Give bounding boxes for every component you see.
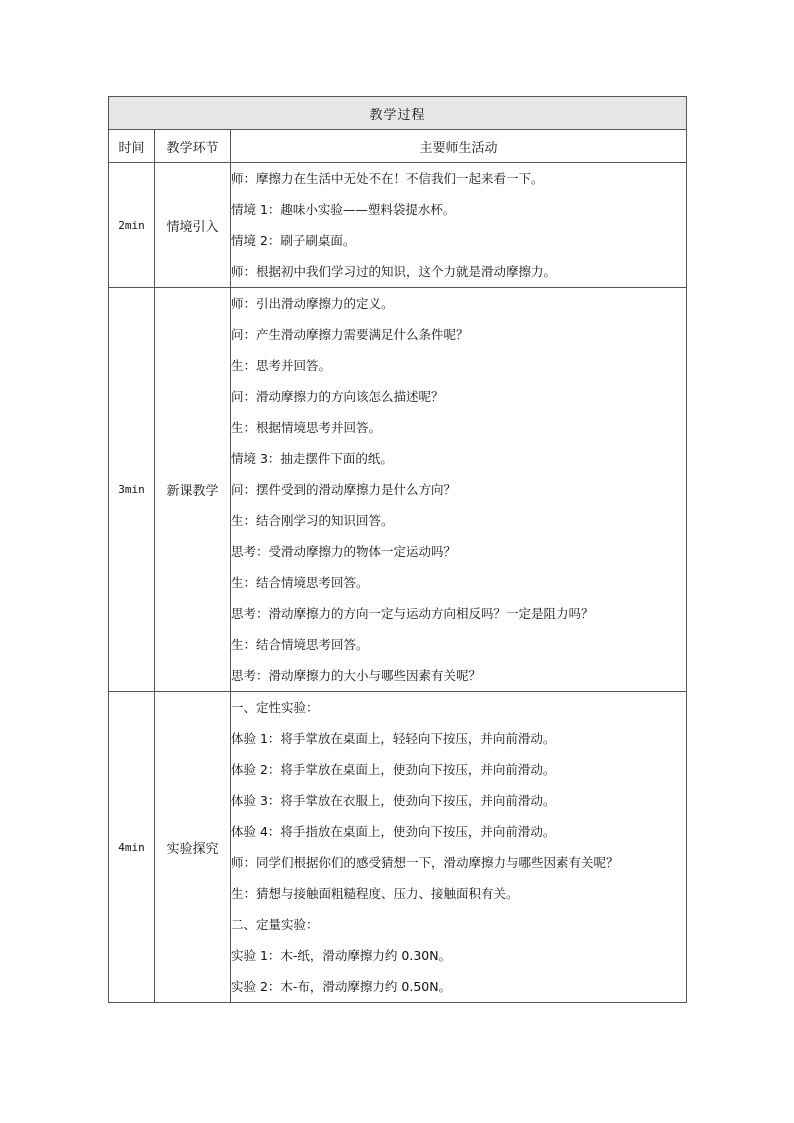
activity-line: 一、定性实验： (231, 700, 319, 715)
table-title-row (109, 97, 687, 130)
row-time: 4min (109, 692, 155, 1003)
activity-line: 体验 1：将手掌放在桌面上，轻轻向下按压，并向前滑动。 (231, 731, 556, 746)
activity-line: 情境 1：趣味小实验——塑料袋提水杯。 (231, 202, 456, 217)
header-time: 时间 (109, 130, 155, 163)
table-title: 教学过程 (109, 97, 687, 130)
row-activities (231, 692, 687, 1003)
table-row (109, 288, 687, 692)
activity-line: 师：引出滑动摩擦力的定义。 (231, 296, 394, 311)
row-time: 3min (109, 288, 155, 692)
activity-line: 体验 4：将手指放在桌面上，使劲向下按压，并向前滑动。 (231, 824, 556, 839)
activity-line: 体验 3：将手掌放在衣服上，使劲向下按压，并向前滑动。 (231, 793, 556, 808)
activity-line: 师：同学们根据你们的感受猜想一下，滑动摩擦力与哪些因素有关呢？ (231, 855, 619, 870)
activity-line: 生：结合刚学习的知识回答。 (231, 513, 394, 528)
activity-line: 情境 3：抽走摆件下面的纸。 (231, 451, 393, 466)
activity-line: 生：结合情境思考回答。 (231, 637, 369, 652)
row-activities (231, 288, 687, 692)
activity-line: 思考：受滑动摩擦力的物体一定运动吗？ (231, 544, 457, 559)
activity-line: 师：摩擦力在生活中无处不在！不信我们一起来看一下。 (231, 171, 544, 186)
activity-line: 思考：滑动摩擦力的大小与哪些因素有关呢？ (231, 668, 482, 683)
activity-line: 思考：滑动摩擦力的方向一定与运动方向相反吗？一定是阻力吗？ (231, 606, 594, 621)
row-time: 2min (109, 163, 155, 288)
table-row (109, 692, 687, 1003)
header-activities: 主要师生活动 (231, 130, 687, 163)
activity-line: 问：产生滑动摩擦力需要满足什么条件呢？ (231, 327, 469, 342)
table-header-row (109, 130, 687, 163)
row-phase: 实验探究 (155, 692, 231, 1003)
activity-line: 生：思考并回答。 (231, 358, 332, 373)
activity-line: 情境 2：刷子刷桌面。 (231, 233, 356, 248)
activity-line: 实验 2：木-布，滑动摩擦力约 0.50N。 (231, 979, 452, 994)
header-phase: 教学环节 (155, 130, 231, 163)
activity-line: 二、定量实验： (231, 917, 319, 932)
row-phase: 情境引入 (155, 163, 231, 288)
activity-line: 体验 2：将手掌放在桌面上，使劲向下按压，并向前滑动。 (231, 762, 556, 777)
row-activities (231, 163, 687, 288)
teaching-process-table (108, 96, 687, 1003)
table-row (109, 163, 687, 288)
row-phase: 新课教学 (155, 288, 231, 692)
activity-line: 生：根据情境思考并回答。 (231, 420, 382, 435)
document-page (108, 96, 686, 1003)
activity-line: 问：摆件受到的滑动摩擦力是什么方向？ (231, 482, 457, 497)
activity-line: 问：滑动摩擦力的方向该怎么描述呢？ (231, 389, 444, 404)
activity-line: 实验 1：木-纸，滑动摩擦力约 0.30N。 (231, 948, 452, 963)
activity-line: 生：结合情境思考回答。 (231, 575, 369, 590)
activity-line: 师：根据初中我们学习过的知识，这个力就是滑动摩擦力。 (231, 264, 557, 279)
activity-line: 生：猜想与接触面粗糙程度、压力、接触面积有关。 (231, 886, 519, 901)
